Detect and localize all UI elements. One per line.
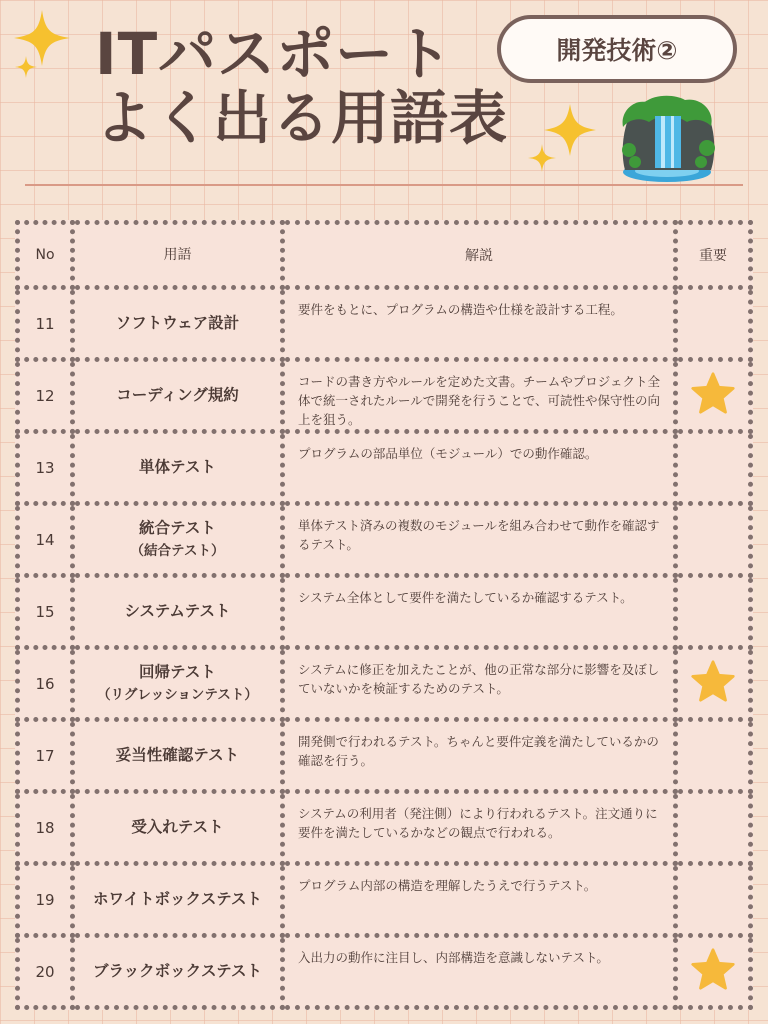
row-number: 17: [18, 720, 73, 792]
term-name: ホワイトボックステスト: [93, 890, 262, 908]
sparkle-icon: [12, 8, 102, 83]
term-name: 単体テスト: [139, 458, 216, 476]
importance-cell: [676, 648, 751, 720]
description-cell: システム全体として要件を満たしているか確認するテスト。: [283, 576, 676, 648]
term-cell: [73, 504, 283, 576]
term-name: ソフトウェア設計: [115, 314, 240, 332]
description-cell: コードの書き方やルールを定めた文書。チームやプロジェクト全体で統一されたルールで開発を行うことで、可読性や保守性の向上を狙う。: [283, 360, 676, 432]
term-cell: [73, 576, 283, 648]
term-cell: [73, 792, 283, 864]
table-row: [18, 432, 751, 504]
table-row: [18, 504, 751, 576]
term-cell: [73, 936, 283, 1008]
header-no: No: [18, 223, 73, 288]
star-icon: [690, 371, 736, 417]
description-cell: 入出力の動作に注目し、内部構造を意識しないテスト。: [283, 936, 676, 1008]
description-cell: プログラム内部の構造を理解したうえで行うテスト。: [283, 864, 676, 936]
row-number: 20: [18, 936, 73, 1008]
row-number: 15: [18, 576, 73, 648]
importance-cell: [676, 936, 751, 1008]
category-badge: 開発技術②: [497, 15, 737, 83]
importance-cell: [676, 360, 751, 432]
term-cell: [73, 432, 283, 504]
table-row: [18, 720, 751, 792]
title-line-1: ITパスポート: [95, 20, 454, 88]
term-name: ブラックボックステスト: [92, 962, 263, 980]
title-divider: [25, 184, 743, 186]
table-row: [18, 864, 751, 936]
importance-cell: [676, 720, 751, 792]
row-number: 18: [18, 792, 73, 864]
table-row: [18, 936, 751, 1008]
importance-cell: [676, 504, 751, 576]
term-name: システムテスト: [124, 602, 231, 620]
term-name: 受入れテスト: [131, 818, 224, 836]
row-number: 12: [18, 360, 73, 432]
table-header-row: [18, 223, 751, 288]
description-cell: 要件をもとに、プログラムの構造や仕様を設計する工程。: [283, 288, 676, 360]
term-cell: [73, 720, 283, 792]
importance-cell: [676, 288, 751, 360]
importance-cell: [676, 432, 751, 504]
term-name: 妥当性確認テスト: [115, 746, 240, 764]
row-number: 16: [18, 648, 73, 720]
row-number: 19: [18, 864, 73, 936]
term-cell: [73, 864, 283, 936]
title-line-2: よく出る用語表: [95, 84, 509, 152]
description-cell: 開発側で行われるテスト。ちゃんと要件定義を満たしているかの確認を行う。: [283, 720, 676, 792]
description-cell: プログラムの部品単位（モジュール）での動作確認。: [283, 432, 676, 504]
header-description: 解説: [283, 223, 676, 288]
term-name: コーディング規約: [116, 386, 239, 404]
importance-cell: [676, 576, 751, 648]
term-alias: （結合テスト）: [130, 542, 225, 559]
page-title: [95, 22, 508, 150]
row-number: 14: [18, 504, 73, 576]
importance-cell: [676, 792, 751, 864]
star-icon: [690, 947, 736, 993]
row-number: 13: [18, 432, 73, 504]
table-row: [18, 360, 751, 432]
description-cell: システムに修正を加えたことが、他の正常な部分に影響を及ぼしていないかを検証するためのテスト。: [283, 648, 676, 720]
term-name: 回帰テスト: [139, 662, 216, 681]
term-cell: [73, 360, 283, 432]
table-row: [18, 792, 751, 864]
term-cell: [73, 648, 283, 720]
term-alias: （リグレッションテスト）: [97, 686, 258, 703]
table-row: [18, 648, 751, 720]
waterfall-icon: [615, 92, 720, 184]
row-number: 11: [18, 288, 73, 360]
importance-cell: [676, 864, 751, 936]
sparkle-icon: [520, 100, 605, 180]
star-icon: [690, 659, 736, 705]
terms-table: [15, 220, 753, 1010]
description-cell: システムの利用者（発注側）により行われるテスト。注文通りに要件を満たしているかなどの観点で行われる。: [283, 792, 676, 864]
table-row: [18, 576, 751, 648]
term-name: 統合テスト: [139, 518, 216, 537]
term-cell: [73, 288, 283, 360]
table-row: [18, 288, 751, 360]
description-cell: 単体テスト済みの複数のモジュールを組み合わせて動作を確認するテスト。: [283, 504, 676, 576]
header-importance: 重要: [676, 223, 751, 288]
header-term: 用語: [73, 223, 283, 288]
